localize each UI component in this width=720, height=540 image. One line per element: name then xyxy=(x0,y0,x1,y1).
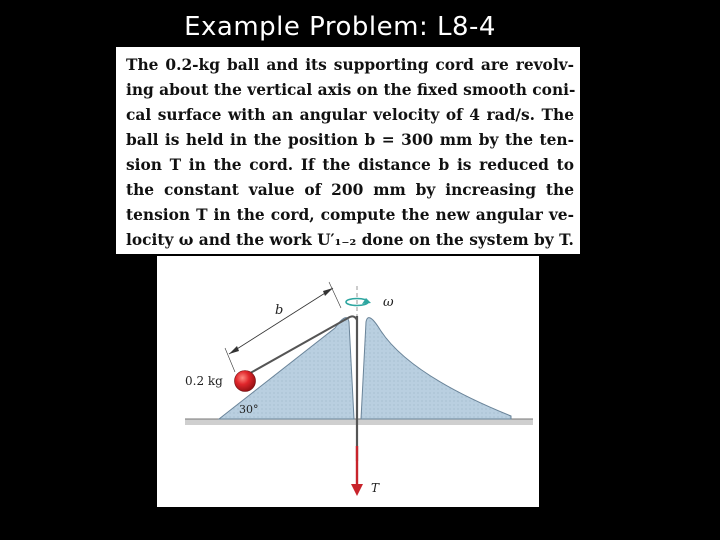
distance-label: b xyxy=(275,303,284,318)
problem-line: locity ω and the work U′₁₋₂ done on the system by T. xyxy=(126,231,574,249)
slide-title: Example Problem: L8-4 xyxy=(184,12,496,42)
mass-label: 0.2 kg xyxy=(185,374,223,388)
tension-label: T xyxy=(371,481,380,495)
ball xyxy=(235,371,256,392)
b-arrowhead-2 xyxy=(323,288,333,296)
problem-line: the constant value of 200 mm by increasing the xyxy=(126,181,574,199)
problem-line: sion T in the cord. If the distance b is reduced to xyxy=(126,156,574,174)
problem-statement xyxy=(116,47,580,254)
problem-figure xyxy=(157,256,539,507)
problem-line: tension T in the cord, compute the new angular ve- xyxy=(126,206,574,224)
b-arrowhead-1 xyxy=(229,346,239,354)
problem-line: ing about the vertical axis on the fixed smooth coni- xyxy=(126,81,576,99)
problem-line: cal surface with an angular velocity of 4 rad/s. The xyxy=(126,106,574,124)
problem-line: The 0.2-kg ball and its supporting cord are revolv- xyxy=(126,56,574,74)
problem-line: ball is held in the position b = 300 mm by the ten- xyxy=(126,131,574,149)
b-extension-2 xyxy=(329,282,341,308)
tension-arrowhead xyxy=(351,484,363,496)
omega-label: ω xyxy=(383,295,394,310)
angle-label: 30° xyxy=(239,403,259,416)
ground-surface xyxy=(185,419,533,425)
